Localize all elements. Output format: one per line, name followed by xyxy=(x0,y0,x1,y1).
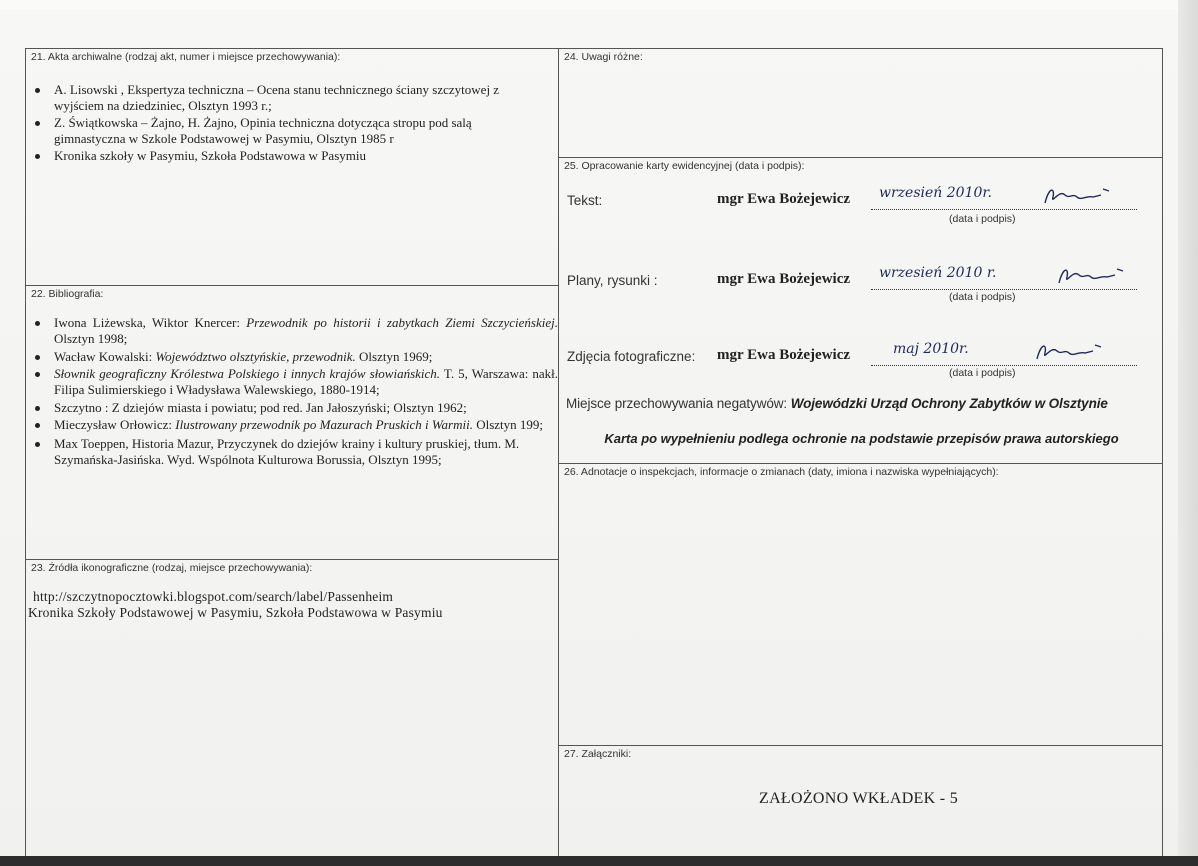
section-23-iconographic-sources xyxy=(25,559,559,861)
bibliography-item: Mieczysław Orłowicz: Ilustrowany przewodnik po Mazurach Pruskich i Warmii. Olsztyn 199; xyxy=(30,417,558,433)
signature-row-text xyxy=(567,185,1157,225)
bibliography-item: Max Toeppen, Historia Mazur, Przyczynek do dziejów krainy i kultury pruskiej, tłum. M. Szymańska-Jasińska. Wyd. Wspólnota Kulturowa Borussia, Olsztyn 1995; xyxy=(30,436,558,468)
archival-item: Z. Świątkowska – Żajno, H. Żajno, Opinia techniczna dotycząca stropu pod salą gimnastyczna w Szkole Podstawowej w Pasymiu, Olsztyn 1985 r xyxy=(30,115,555,147)
bibliography-item: Słownik geograficzny Królestwa Polskiego i innych krajów słowiańskich. T. 5, Warszawa: nakł. Filipa Sulimierskiego i Władysława Walewskiego, 1880-1914; xyxy=(30,366,558,398)
paper-top-edge xyxy=(0,0,1198,10)
bibliography-item: Iwona Liżewska, Wiktor Knercer: Przewodnik po historii i zabytkach Ziemi Szczycieńskiej. Olsztyn 1998; xyxy=(30,315,558,347)
signature-name: mgr Ewa Bożejewicz xyxy=(717,191,851,207)
handwritten-signature-icon xyxy=(1041,185,1111,211)
section-24-notes xyxy=(558,48,1163,158)
signature-caption: (data i podpis) xyxy=(949,213,1016,225)
archival-item: Kronika szkoły w Pasymiu, Szkoła Podstawowa w Pasymiu xyxy=(30,148,555,164)
signature-name: mgr Ewa Bożejewicz xyxy=(717,347,851,363)
signature-label: Zdjęcia fotograficzne: xyxy=(567,349,696,364)
iconographic-source: Kronika Szkoły Podstawowej w Pasymiu, Szkoła Podstawowa w Pasymiu xyxy=(28,605,443,620)
signature-caption: (data i podpis) xyxy=(949,367,1016,379)
section-26-header: 26. Adnotacje o inspekcjach, informacje o zmianach (daty, imiona i nazwiska wypełniających): xyxy=(564,466,999,478)
signature-label: Tekst: xyxy=(567,193,603,208)
section-24-header: 24. Uwagi różne: xyxy=(564,51,643,63)
section-22-header: 22. Bibliografia: xyxy=(31,288,104,300)
handwritten-signature-icon xyxy=(1055,265,1125,291)
handwritten-signature-icon xyxy=(1033,341,1103,367)
signature-row-plans xyxy=(567,265,1157,303)
section-22-bibliography xyxy=(25,285,559,560)
bibliography-item: Szczytno : Z dziejów miasta i powiatu; pod red. Jan Jałoszyński; Olsztyn 1962; xyxy=(30,400,558,416)
signature-row-photos xyxy=(567,341,1157,379)
section-27-attachments xyxy=(558,745,1163,861)
section-25-header: 25. Opracowanie karty ewidencyjnej (data i podpis): xyxy=(564,160,805,172)
section-27-header: 27. Załączniki: xyxy=(564,748,632,760)
iconographic-url: http://szczytnopocztowki.blogspot.com/search/label/Passenheim xyxy=(33,589,394,604)
paper-right-edge xyxy=(1178,0,1198,866)
handwritten-date: maj 2010r. xyxy=(893,341,969,357)
signature-caption: (data i podpis) xyxy=(949,291,1016,303)
attachments-text: ZAŁOŻONO WKŁADEK - 5 xyxy=(759,790,958,807)
bibliography-list xyxy=(30,315,558,469)
section-25-card-preparation xyxy=(558,157,1163,464)
negatives-value: Wojewódzki Urząd Ochrony Zabytków w Olsztynie xyxy=(790,396,1108,411)
negatives-label: Miejsce przechowywania negatywów: xyxy=(566,396,788,411)
section-21-archival-files xyxy=(25,48,559,286)
copyright-note: Karta po wypełnieniu podlega ochronie na podstawie przepisów prawa autorskiego xyxy=(604,431,1119,446)
negatives-storage xyxy=(566,396,1160,411)
bibliography-item: Wacław Kowalski: Województwo olsztyńskie, przewodnik. Olsztyn 1969; xyxy=(30,349,558,365)
section-26-annotations xyxy=(558,463,1163,746)
signature-name: mgr Ewa Bożejewicz xyxy=(717,271,851,287)
archival-item: A. Lisowski , Ekspertyza techniczna – Ocena stanu technicznego ściany szczytowej z wyjściem na dziedziniec, Olsztyn 1993 r.; xyxy=(30,82,555,114)
handwritten-date: wrzesień 2010 r. xyxy=(879,265,997,281)
signature-label: Plany, rysunki : xyxy=(567,273,658,288)
section-23-header: 23. Źródła ikonograficzne (rodzaj, miejsce przechowywania): xyxy=(31,562,313,574)
handwritten-date: wrzesień 2010r. xyxy=(879,185,992,201)
section-21-header: 21. Akta archiwalne (rodzaj akt, numer i miejsce przechowywania): xyxy=(31,51,341,63)
archival-list xyxy=(30,82,555,165)
scan-bottom-edge xyxy=(0,856,1198,866)
